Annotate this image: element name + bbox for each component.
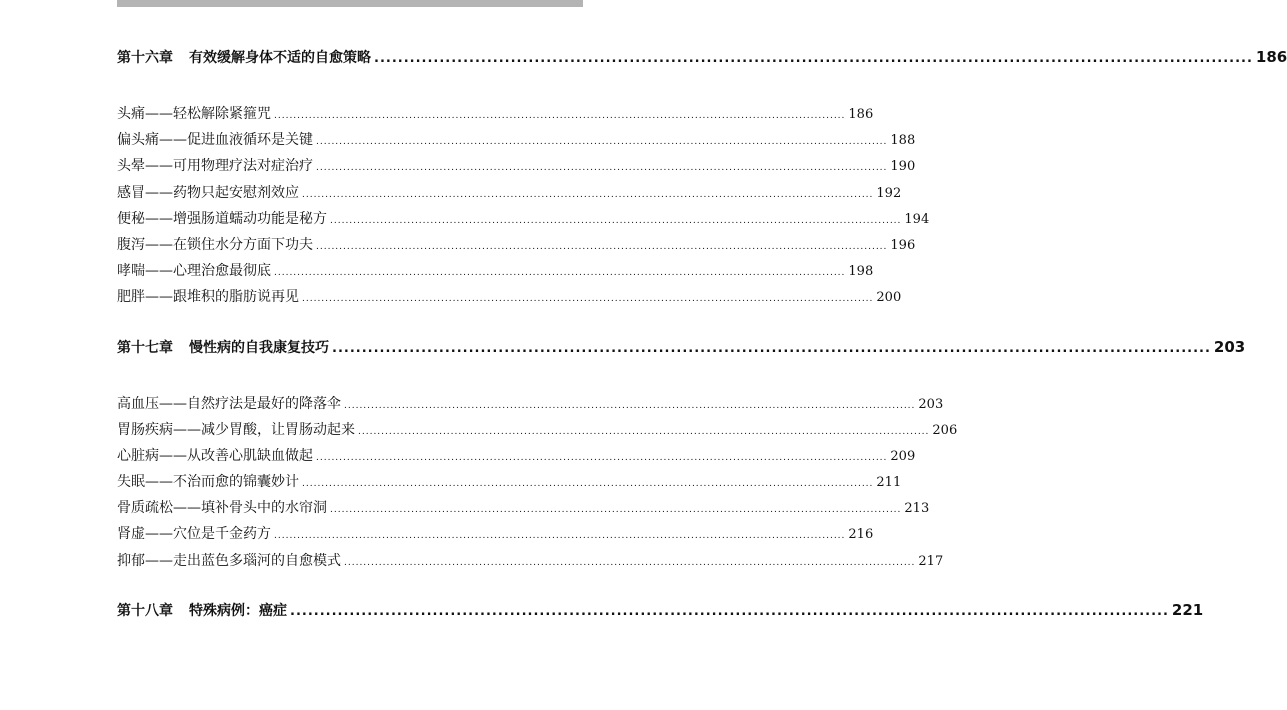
entry-title: 哮喘——心理治愈最彻底 [117, 263, 271, 280]
page-number: 198 [848, 264, 874, 280]
toc-entry[interactable] [117, 180, 902, 206]
page-number: 186 [1255, 48, 1287, 66]
chapter-heading[interactable] [117, 43, 1287, 71]
entry-title: 胃肠疾病——减少胃酸，让胃肠动起来 [117, 421, 355, 438]
page-number: 196 [890, 237, 916, 253]
toc-entry[interactable] [117, 258, 874, 284]
page-number: 192 [876, 185, 902, 201]
entry-title: 头晕——可用物理疗法对症治疗 [117, 158, 313, 175]
chapter-label [117, 597, 287, 625]
dot-leader: .................................................................................................................................................... [274, 531, 846, 542]
entry-title: 腹泻——在锁住水分方面下功夫 [117, 236, 313, 253]
toc-entry[interactable] [117, 443, 916, 469]
entry-title: 高血压——自然疗法是最好的降落伞 [117, 395, 341, 412]
toc-entry[interactable] [117, 206, 930, 232]
entry-title: 抑郁——走出蓝色多瑙河的自愈模式 [117, 552, 341, 569]
toc-entry[interactable] [117, 232, 916, 258]
page-number: 221 [1171, 600, 1204, 619]
entry-title: 便秘——增强肠道蠕动功能是秘方 [117, 210, 327, 227]
chapter-label [117, 44, 371, 72]
toc-entry[interactable] [117, 469, 902, 495]
page-number: 186 [848, 107, 874, 122]
entry-title: 心脏病——从改善心肌缺血做起 [117, 447, 313, 464]
toc-entry[interactable] [117, 101, 874, 127]
page-number: 203 [918, 396, 944, 412]
dot-leader: .................................................................................................................................................... [274, 111, 846, 121]
toc-entry[interactable] [117, 391, 944, 417]
chapter-heading[interactable] [117, 596, 1204, 624]
dot-leader: .................................................................................................................................................... [316, 163, 888, 174]
chapter-heading[interactable] [117, 333, 1246, 361]
page-number: 203 [1213, 337, 1246, 356]
dot-leader: .................................................................................................................................................... [344, 400, 916, 411]
toc-entry[interactable] [117, 417, 958, 443]
page-top-edge [117, 0, 583, 7]
dot-leader: .................................................................................................................................................... [330, 215, 902, 226]
dot-leader: .................................................................................................................................................... [330, 505, 902, 516]
dot-leader: .................................................................................................................................................... [302, 294, 874, 305]
dot-leader: .................................................................................................................................................... [374, 51, 1253, 66]
page-number: 190 [890, 159, 916, 175]
entry-title: 骨质疏松——填补骨头中的水帘洞 [117, 500, 327, 517]
toc-entry[interactable] [117, 284, 902, 310]
dot-leader: .................................................................................................................................................... [344, 557, 916, 568]
dot-leader: .................................................................................................................................................... [316, 137, 888, 148]
page-number: 206 [932, 422, 958, 438]
dot-leader: .................................................................................................................................................... [316, 452, 888, 463]
chapter-title: 慢性病的自我康复技巧 [189, 339, 329, 356]
dot-leader: .................................................................................................................................................... [274, 268, 846, 279]
chapter-number: 第十六章 [117, 50, 173, 66]
toc-entry[interactable] [117, 521, 874, 547]
page-number: 213 [904, 501, 930, 517]
page-number: 200 [876, 290, 902, 306]
entry-title: 肾虚——穴位是千金药方 [117, 526, 271, 543]
chapter-title: 有效缓解身体不适的自愈策略 [189, 50, 371, 66]
dot-leader: .................................................................................................................................................... [290, 603, 1169, 619]
dot-leader: .................................................................................................................................................... [332, 340, 1211, 356]
dot-leader: .................................................................................................................................................... [316, 241, 888, 252]
entry-title: 头痛——轻松解除紧箍咒 [117, 106, 271, 122]
toc-entry[interactable] [117, 495, 930, 521]
page-number: 209 [890, 448, 916, 464]
entry-title: 失眠——不治而愈的锦囊妙计 [117, 474, 299, 491]
page-number: 188 [890, 133, 916, 149]
entry-title: 偏头痛——促进血液循环是关键 [117, 132, 313, 149]
toc-entry[interactable] [117, 548, 944, 574]
toc-entry[interactable] [117, 153, 916, 179]
table-of-contents [117, 43, 1287, 624]
entry-title: 肥胖——跟堆积的脂肪说再见 [117, 289, 299, 306]
chapter-label [117, 334, 329, 362]
dot-leader: .................................................................................................................................................... [302, 189, 874, 200]
chapter-title: 特殊病例：癌症 [189, 602, 287, 619]
toc-entry[interactable] [117, 127, 916, 153]
dot-leader: .................................................................................................................................................... [358, 426, 930, 437]
page-number: 217 [918, 553, 944, 569]
chapter-number: 第十八章 [117, 602, 173, 619]
page-number: 194 [904, 211, 930, 227]
entry-title: 感冒——药物只起安慰剂效应 [117, 184, 299, 201]
page-number: 211 [876, 475, 902, 491]
dot-leader: .................................................................................................................................................... [302, 479, 874, 490]
page-number: 216 [848, 527, 874, 543]
chapter-number: 第十七章 [117, 339, 173, 356]
